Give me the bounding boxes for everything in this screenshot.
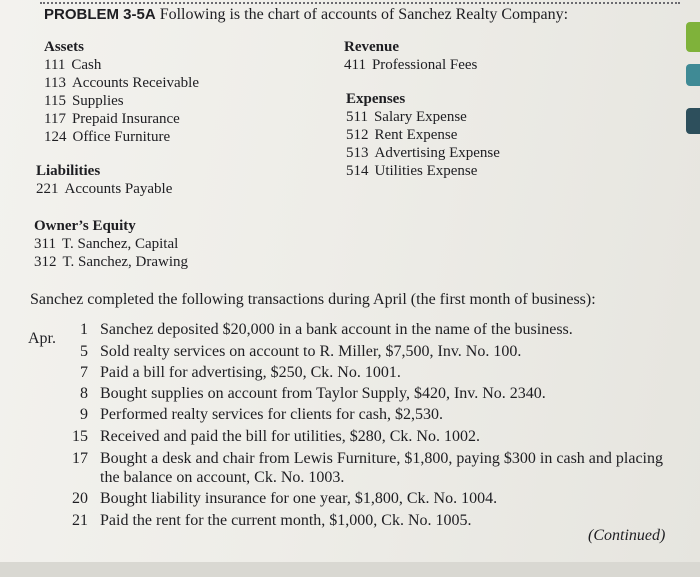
edge-tab-teal [686, 64, 700, 86]
transaction-row [52, 489, 692, 508]
expenses-heading: Expenses [346, 91, 406, 107]
page-bottom-shadow [0, 562, 700, 577]
account-code: 513 [346, 145, 369, 161]
account-name: Utilities Expense [374, 163, 478, 179]
account-code: 312 [34, 254, 57, 270]
transaction-day: 5 [80, 343, 88, 360]
account-line [344, 56, 477, 74]
account-line [44, 92, 199, 110]
account-name: Office Furniture [72, 129, 171, 145]
transaction-row [52, 384, 692, 403]
account-code: 511 [346, 109, 368, 125]
transaction-text: Paid the rent for the current month, $1,000, Ck. No. 1005. [100, 512, 472, 529]
account-line [346, 162, 500, 180]
account-code: 411 [344, 57, 366, 73]
transaction-day: 8 [80, 385, 88, 402]
transaction-text: Bought supplies on account from Taylor Supply, $420, Inv. No. 2340. [100, 385, 546, 402]
transaction-text: Sanchez deposited $20,000 in a bank account in the name of the business. [100, 321, 573, 338]
account-code: 311 [34, 236, 56, 252]
account-line [44, 128, 199, 146]
account-code: 115 [44, 93, 66, 109]
account-name: Cash [71, 57, 102, 73]
account-line [44, 110, 199, 128]
transaction-row [52, 405, 692, 424]
transaction-row [52, 449, 692, 487]
account-line [36, 180, 172, 198]
account-code: 113 [44, 75, 66, 91]
problem-description: Following is the chart of accounts of Sanchez Realty Company: [159, 6, 569, 23]
assets-section [44, 38, 199, 146]
account-code: 117 [44, 111, 66, 127]
account-code: 514 [346, 163, 369, 179]
transaction-row [52, 363, 692, 382]
equity-section [34, 217, 188, 271]
continued-note: (Continued) [588, 527, 666, 544]
account-code: 124 [44, 129, 67, 145]
problem-number: PROBLEM 3-5A [44, 6, 156, 23]
transaction-day: 21 [72, 512, 88, 529]
problem-title [44, 6, 568, 24]
edge-tab-green [686, 22, 700, 52]
transaction-day: 1 [80, 321, 88, 338]
transaction-day: 17 [72, 450, 88, 467]
account-name: T. Sanchez, Drawing [62, 254, 189, 270]
account-line [346, 108, 500, 126]
account-code: 221 [36, 181, 59, 197]
liabilities-section [36, 162, 172, 198]
assets-heading: Assets [44, 39, 84, 55]
account-name: T. Sanchez, Capital [61, 236, 179, 252]
transaction-row [52, 342, 692, 361]
transaction-text: Performed realty services for clients for cash, $2,530. [100, 406, 443, 423]
account-name: Rent Expense [374, 127, 458, 143]
transaction-day: 15 [72, 428, 88, 445]
account-name: Supplies [71, 93, 124, 109]
transaction-day: 20 [72, 490, 88, 507]
transaction-row [52, 320, 692, 339]
transaction-text: Bought liability insurance for one year, $1,800, Ck. No. 1004. [100, 490, 498, 507]
liabilities-heading: Liabilities [36, 163, 101, 179]
transaction-text: Paid a bill for advertising, $250, Ck. No. 1001. [100, 364, 401, 381]
account-code: 111 [44, 57, 66, 73]
expenses-section [346, 90, 500, 180]
transaction-text: Received and paid the bill for utilities, $280, Ck. No. 1002. [100, 428, 480, 445]
transactions-intro: Sanchez completed the following transactions during April (the first month of business): [30, 291, 596, 308]
account-line [34, 235, 188, 253]
account-code: 512 [346, 127, 369, 143]
account-line [346, 126, 500, 144]
account-name: Professional Fees [371, 57, 478, 73]
account-line [34, 253, 188, 271]
transaction-month: Apr. [28, 330, 56, 347]
equity-heading: Owner’s Equity [34, 218, 136, 234]
transaction-day: 7 [80, 364, 88, 381]
transaction-day: 9 [80, 406, 88, 423]
account-name: Prepaid Insurance [71, 111, 180, 127]
account-line [346, 144, 500, 162]
account-line [44, 74, 199, 92]
account-name: Accounts Receivable [71, 75, 199, 91]
transaction-row [52, 427, 692, 446]
transaction-text: Bought a desk and chair from Lewis Furniture, $1,800, paying $300 in cash and placing the balance on account, Ck. No. 1003. [100, 450, 663, 486]
account-name: Salary Expense [373, 109, 467, 125]
account-line [44, 56, 199, 74]
revenue-heading: Revenue [344, 39, 399, 55]
account-name: Accounts Payable [64, 181, 173, 197]
account-name: Advertising Expense [374, 145, 500, 161]
top-dotted-rule [40, 2, 680, 4]
revenue-section [344, 38, 477, 74]
edge-tab-dark [686, 108, 700, 134]
transaction-text: Sold realty services on account to R. Miller, $7,500, Inv. No. 100. [100, 343, 522, 360]
